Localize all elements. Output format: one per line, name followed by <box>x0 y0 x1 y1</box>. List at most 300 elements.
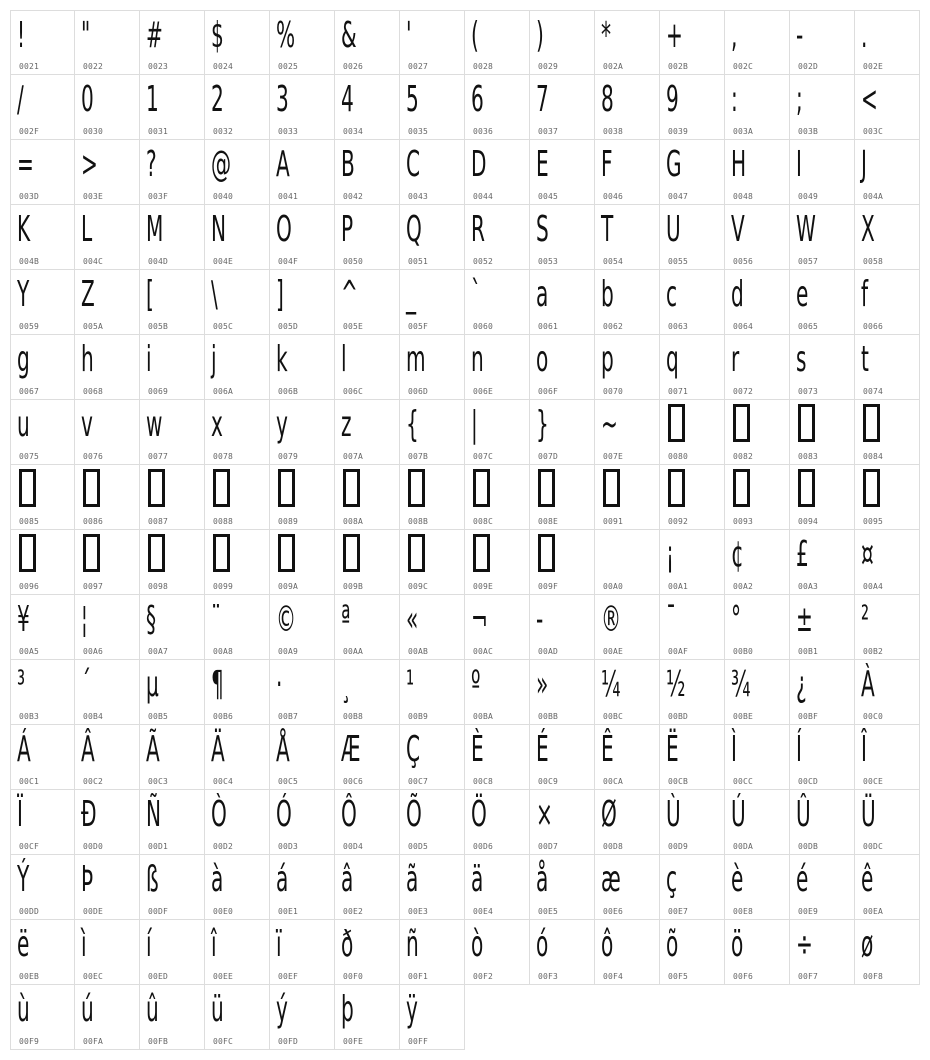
glyph-code: 0075 <box>19 452 40 461</box>
glyph-char: Ú <box>731 794 746 835</box>
glyph-code: 00C2 <box>83 777 104 786</box>
glyph-code: 0062 <box>603 322 624 331</box>
glyph-cell <box>595 205 660 270</box>
glyph-cell <box>660 855 725 920</box>
glyph-code: 0027 <box>408 62 429 71</box>
glyph-char: Ä <box>211 729 225 770</box>
glyph-char: ¯ <box>666 599 677 640</box>
glyph-code: 00C4 <box>213 777 234 786</box>
glyph-code: 0060 <box>473 322 494 331</box>
glyph-cell <box>790 270 855 335</box>
glyph-cell <box>465 140 530 205</box>
glyph-code: 006E <box>473 387 494 396</box>
glyph-cell <box>400 335 465 400</box>
glyph-code: 0047 <box>668 192 689 201</box>
glyph-cell <box>725 140 790 205</box>
glyph-cell <box>855 270 920 335</box>
glyph-cell <box>270 595 335 660</box>
glyph-code: 00F7 <box>798 972 819 981</box>
glyph-cell <box>335 660 400 725</box>
glyph-char: _ <box>406 274 417 315</box>
glyph-code: 0021 <box>19 62 40 71</box>
glyph-cell <box>10 270 75 335</box>
glyph-cell <box>400 400 465 465</box>
glyph-cell <box>140 725 205 790</box>
glyph-code: 0074 <box>863 387 884 396</box>
glyph-cell <box>660 595 725 660</box>
glyph-cell <box>335 725 400 790</box>
glyph-cell <box>205 335 270 400</box>
glyph-code: 005D <box>278 322 299 331</box>
glyph-cell <box>595 400 660 465</box>
glyph-char: . <box>861 15 868 56</box>
glyph-code: 0064 <box>733 322 754 331</box>
glyph-code: 006C <box>343 387 364 396</box>
glyph-code: 00EC <box>83 972 104 981</box>
glyph-code: 00C6 <box>343 777 364 786</box>
glyph-char: M <box>146 209 164 250</box>
glyph-code: 0094 <box>798 517 819 526</box>
glyph-cell <box>725 595 790 660</box>
glyph-code: 0073 <box>798 387 819 396</box>
glyph-char: % <box>276 15 296 56</box>
glyph-cell <box>10 465 75 530</box>
glyph-cell <box>205 270 270 335</box>
glyph-cell <box>205 400 270 465</box>
glyph-code: 00C9 <box>538 777 559 786</box>
glyph-code: 003D <box>19 192 40 201</box>
glyph-code: 0030 <box>83 127 104 136</box>
glyph-code: 0085 <box>19 517 40 526</box>
glyph-code: 007D <box>538 452 559 461</box>
glyph-cell <box>140 10 205 75</box>
glyph-code: 00E8 <box>733 907 754 916</box>
glyph-cell <box>725 530 790 595</box>
glyph-char: Ñ <box>146 794 162 835</box>
glyph-char: > <box>81 144 98 185</box>
glyph-cell <box>855 920 920 985</box>
glyph-code: 0045 <box>538 192 559 201</box>
glyph-code: 00A3 <box>798 582 819 591</box>
glyph-cell <box>335 855 400 920</box>
glyph-code: 005C <box>213 322 234 331</box>
glyph-cell <box>595 270 660 335</box>
glyph-char: - <box>796 15 804 56</box>
glyph-char: Ï <box>17 794 23 835</box>
glyph-char: D <box>471 144 487 185</box>
glyph-cell <box>400 660 465 725</box>
glyph-code: 00D7 <box>538 842 559 851</box>
glyph-char: À <box>861 664 875 705</box>
glyph-char: â <box>341 859 354 900</box>
missing-glyph-box <box>408 534 425 572</box>
glyph-cell <box>140 400 205 465</box>
glyph-char: ö <box>731 924 744 965</box>
glyph-code: 003C <box>863 127 884 136</box>
glyph-char: R <box>471 209 485 250</box>
missing-glyph-box <box>278 534 295 572</box>
missing-glyph-box <box>83 534 100 572</box>
glyph-cell <box>530 465 595 530</box>
glyph-code: 0042 <box>343 192 364 201</box>
glyph-cell <box>140 140 205 205</box>
glyph-cell <box>75 335 140 400</box>
glyph-cell <box>140 790 205 855</box>
glyph-code: 009A <box>278 582 299 591</box>
glyph-code: 00AB <box>408 647 429 656</box>
glyph-cell <box>855 400 920 465</box>
glyph-char: F <box>601 144 613 185</box>
glyph-cell <box>10 400 75 465</box>
glyph-cell <box>335 530 400 595</box>
glyph-char: ¼ <box>601 664 621 705</box>
glyph-cell <box>400 985 465 1050</box>
glyph-code: 007B <box>408 452 429 461</box>
glyph-char: 0 <box>81 79 94 120</box>
glyph-char: ð <box>341 924 354 965</box>
glyph-code: 0056 <box>733 257 754 266</box>
glyph-code: 0077 <box>148 452 169 461</box>
glyph-code: 00D2 <box>213 842 234 851</box>
missing-glyph-box <box>213 534 230 572</box>
glyph-code: 0088 <box>213 517 234 526</box>
glyph-code: 00CC <box>733 777 754 786</box>
glyph-code: 0065 <box>798 322 819 331</box>
glyph-char: { <box>406 404 419 445</box>
glyph-char: r <box>731 339 740 380</box>
glyph-code: 00CB <box>668 777 689 786</box>
glyph-char: C <box>406 144 421 185</box>
glyph-cell <box>790 725 855 790</box>
glyph-cell <box>725 335 790 400</box>
glyph-cell <box>270 205 335 270</box>
glyph-char: t <box>861 339 869 380</box>
glyph-cell <box>205 660 270 725</box>
glyph-char: & <box>341 15 357 56</box>
glyph-char: U <box>666 209 681 250</box>
glyph-cell <box>75 10 140 75</box>
glyph-code: 002C <box>733 62 754 71</box>
glyph-char: ! <box>17 15 26 56</box>
glyph-code: 0054 <box>603 257 624 266</box>
glyph-char: [ <box>146 274 154 315</box>
glyph-code: 00FC <box>213 1037 234 1046</box>
glyph-cell <box>595 855 660 920</box>
glyph-char: # <box>146 15 163 56</box>
glyph-char: ± <box>796 599 813 640</box>
glyph-char: Q <box>406 209 422 250</box>
glyph-cell <box>75 595 140 660</box>
glyph-code: 00B0 <box>733 647 754 656</box>
glyph-cell <box>530 660 595 725</box>
glyph-char: Þ <box>81 859 94 900</box>
glyph-cell <box>10 595 75 660</box>
glyph-char: ~ <box>601 404 618 445</box>
glyph-code: 00B5 <box>148 712 169 721</box>
glyph-char: Í <box>796 729 802 770</box>
glyph-code: 00C3 <box>148 777 169 786</box>
glyph-code: 0046 <box>603 192 624 201</box>
glyph-cell <box>10 660 75 725</box>
glyph-cell <box>270 10 335 75</box>
glyph-char: d <box>731 274 744 315</box>
glyph-char: ¥ <box>17 599 30 640</box>
glyph-code: 00A6 <box>83 647 104 656</box>
glyph-char: ý <box>276 989 288 1030</box>
glyph-cell <box>75 400 140 465</box>
glyph-cell <box>725 75 790 140</box>
glyph-char: P <box>341 209 354 250</box>
glyph-code: 00AE <box>603 647 624 656</box>
glyph-char: 7 <box>536 79 549 120</box>
glyph-code: 00B4 <box>83 712 104 721</box>
glyph-cell <box>725 855 790 920</box>
glyph-cell <box>790 790 855 855</box>
glyph-char: \ <box>211 274 218 315</box>
glyph-code: 00B1 <box>798 647 819 656</box>
glyph-code: 0041 <box>278 192 299 201</box>
glyph-char: º <box>471 664 481 705</box>
missing-glyph-box <box>148 469 165 507</box>
glyph-char: b <box>601 274 614 315</box>
glyph-char: ï <box>276 924 282 965</box>
glyph-char: É <box>536 729 549 770</box>
glyph-char: u <box>17 404 30 445</box>
glyph-char: ß <box>146 859 159 900</box>
glyph-char: Ö <box>471 794 487 835</box>
glyph-cell <box>660 75 725 140</box>
glyph-cell <box>465 75 530 140</box>
glyph-char: " <box>81 15 91 56</box>
glyph-cell <box>400 10 465 75</box>
glyph-code: 0022 <box>83 62 104 71</box>
glyph-code: 002A <box>603 62 624 71</box>
glyph-char: 3 <box>276 79 289 120</box>
glyph-cell <box>205 530 270 595</box>
glyph-cell <box>75 855 140 920</box>
glyph-cell <box>140 920 205 985</box>
glyph-char: Y <box>17 274 30 315</box>
glyph-char: Ý <box>17 859 30 900</box>
glyph-code: 0052 <box>473 257 494 266</box>
glyph-code: 00BF <box>798 712 819 721</box>
glyph-code: 00F0 <box>343 972 364 981</box>
glyph-char: ñ <box>406 924 419 965</box>
missing-glyph-box <box>408 469 425 507</box>
glyph-code: 00E1 <box>278 907 299 916</box>
glyph-char: á <box>276 859 289 900</box>
glyph-char: » <box>536 664 549 705</box>
missing-glyph-box <box>343 469 360 507</box>
glyph-code: 00E9 <box>798 907 819 916</box>
glyph-cell <box>335 595 400 660</box>
glyph-char: å <box>536 859 549 900</box>
glyph-char: w <box>146 404 163 445</box>
glyph-code: 00E3 <box>408 907 429 916</box>
glyph-code: 00AD <box>538 647 559 656</box>
glyph-code: 00CA <box>603 777 624 786</box>
glyph-char: ¬ <box>471 599 488 640</box>
glyph-char: 4 <box>341 79 354 120</box>
glyph-cell <box>595 920 660 985</box>
glyph-cell <box>465 400 530 465</box>
glyph-char: Ê <box>601 729 614 770</box>
glyph-code: 00A4 <box>863 582 884 591</box>
glyph-code: 006A <box>213 387 234 396</box>
glyph-cell <box>270 530 335 595</box>
glyph-code: 00AC <box>473 647 494 656</box>
glyph-char: é <box>796 859 809 900</box>
missing-glyph-box <box>83 469 100 507</box>
glyph-cell <box>855 725 920 790</box>
glyph-code: 0095 <box>863 517 884 526</box>
glyph-char: o <box>536 339 549 380</box>
glyph-cell <box>140 205 205 270</box>
glyph-char: ® <box>601 599 622 640</box>
glyph-cell <box>10 725 75 790</box>
glyph-cell <box>205 725 270 790</box>
glyph-code: 0063 <box>668 322 689 331</box>
glyph-cell <box>400 270 465 335</box>
glyph-char: Ì <box>731 729 737 770</box>
glyph-char: Ã <box>146 729 160 770</box>
glyph-cell <box>725 10 790 75</box>
glyph-code: 005E <box>343 322 364 331</box>
glyph-code: 002E <box>863 62 884 71</box>
glyph-code: 00DB <box>798 842 819 851</box>
glyph-cell <box>75 660 140 725</box>
glyph-code: 00F4 <box>603 972 624 981</box>
glyph-char: ä <box>471 859 484 900</box>
glyph-code: 0050 <box>343 257 364 266</box>
glyph-cell <box>270 140 335 205</box>
glyph-cell <box>400 530 465 595</box>
glyph-cell <box>400 595 465 660</box>
glyph-code: 006B <box>278 387 299 396</box>
glyph-code: 00EB <box>19 972 40 981</box>
glyph-char: § <box>146 599 157 640</box>
glyph-cell <box>400 790 465 855</box>
glyph-code: 004D <box>148 257 169 266</box>
glyph-cell <box>335 270 400 335</box>
glyph-char: < <box>861 79 878 120</box>
glyph-cell <box>270 270 335 335</box>
glyph-char: q <box>666 339 679 380</box>
glyph-cell <box>530 10 595 75</box>
glyph-cell <box>335 920 400 985</box>
glyph-cell <box>790 530 855 595</box>
glyph-char: õ <box>666 924 679 965</box>
glyph-code: 0037 <box>538 127 559 136</box>
glyph-code: 0098 <box>148 582 169 591</box>
glyph-code: 00E4 <box>473 907 494 916</box>
glyph-char: s <box>796 339 807 380</box>
glyph-char: Æ <box>341 729 361 770</box>
glyph-code: 0059 <box>19 322 40 331</box>
glyph-code: 00E2 <box>343 907 364 916</box>
missing-glyph-box <box>863 469 880 507</box>
glyph-char: ¶ <box>211 664 224 705</box>
missing-glyph-box <box>148 534 165 572</box>
glyph-code: 0057 <box>798 257 819 266</box>
glyph-cell <box>335 400 400 465</box>
missing-glyph-box <box>213 469 230 507</box>
glyph-code: 00A0 <box>603 582 624 591</box>
glyph-code: 0092 <box>668 517 689 526</box>
glyph-char: ª <box>341 599 351 640</box>
glyph-cell <box>530 75 595 140</box>
glyph-char: } <box>536 404 549 445</box>
glyph-code: 0029 <box>538 62 559 71</box>
glyph-char: V <box>731 209 745 250</box>
glyph-char: þ <box>341 989 354 1030</box>
glyph-cell <box>270 660 335 725</box>
glyph-code: 00BE <box>733 712 754 721</box>
glyph-char: g <box>17 339 30 380</box>
glyph-cell <box>400 205 465 270</box>
glyph-cell <box>595 660 660 725</box>
glyph-cell <box>660 335 725 400</box>
glyph-char: ¤ <box>861 534 874 575</box>
glyph-code: 00CE <box>863 777 884 786</box>
glyph-code: 0083 <box>798 452 819 461</box>
glyph-cell <box>530 270 595 335</box>
glyph-char: - <box>536 599 544 640</box>
glyph-cell <box>660 205 725 270</box>
glyph-cell <box>465 855 530 920</box>
glyph-char: O <box>276 209 292 250</box>
glyph-char: v <box>81 404 93 445</box>
glyph-code: 0093 <box>733 517 754 526</box>
glyph-cell <box>270 400 335 465</box>
glyph-cell <box>75 75 140 140</box>
glyph-char: ç <box>666 859 678 900</box>
glyph-char: 9 <box>666 79 679 120</box>
glyph-char: ÿ <box>406 989 418 1030</box>
glyph-cell <box>10 10 75 75</box>
glyph-code: 00FF <box>408 1037 429 1046</box>
glyph-cell <box>855 595 920 660</box>
glyph-code: 0043 <box>408 192 429 201</box>
glyph-code: 00A1 <box>668 582 689 591</box>
glyph-cell <box>335 10 400 75</box>
glyph-cell <box>660 530 725 595</box>
glyph-cell <box>530 335 595 400</box>
glyph-code: 00E0 <box>213 907 234 916</box>
glyph-code: 00AA <box>343 647 364 656</box>
glyph-char: ^ <box>341 274 358 315</box>
glyph-char: ? <box>146 144 157 185</box>
glyph-char: Å <box>276 729 290 770</box>
glyph-code: 0023 <box>148 62 169 71</box>
glyph-code: 00B3 <box>19 712 40 721</box>
glyph-cell <box>725 660 790 725</box>
glyph-code: 00D6 <box>473 842 494 851</box>
glyph-cell <box>855 10 920 75</box>
glyph-cell <box>335 335 400 400</box>
glyph-char: ° <box>731 599 742 640</box>
glyph-cell <box>270 985 335 1050</box>
glyph-code: 00C8 <box>473 777 494 786</box>
glyph-cell <box>660 10 725 75</box>
glyph-code: 003F <box>148 192 169 201</box>
glyph-char: / <box>17 79 24 120</box>
glyph-code: 0071 <box>668 387 689 396</box>
glyph-cell <box>465 205 530 270</box>
glyph-cell <box>595 75 660 140</box>
glyph-char: ³ <box>17 664 26 705</box>
glyph-char: X <box>861 209 875 250</box>
